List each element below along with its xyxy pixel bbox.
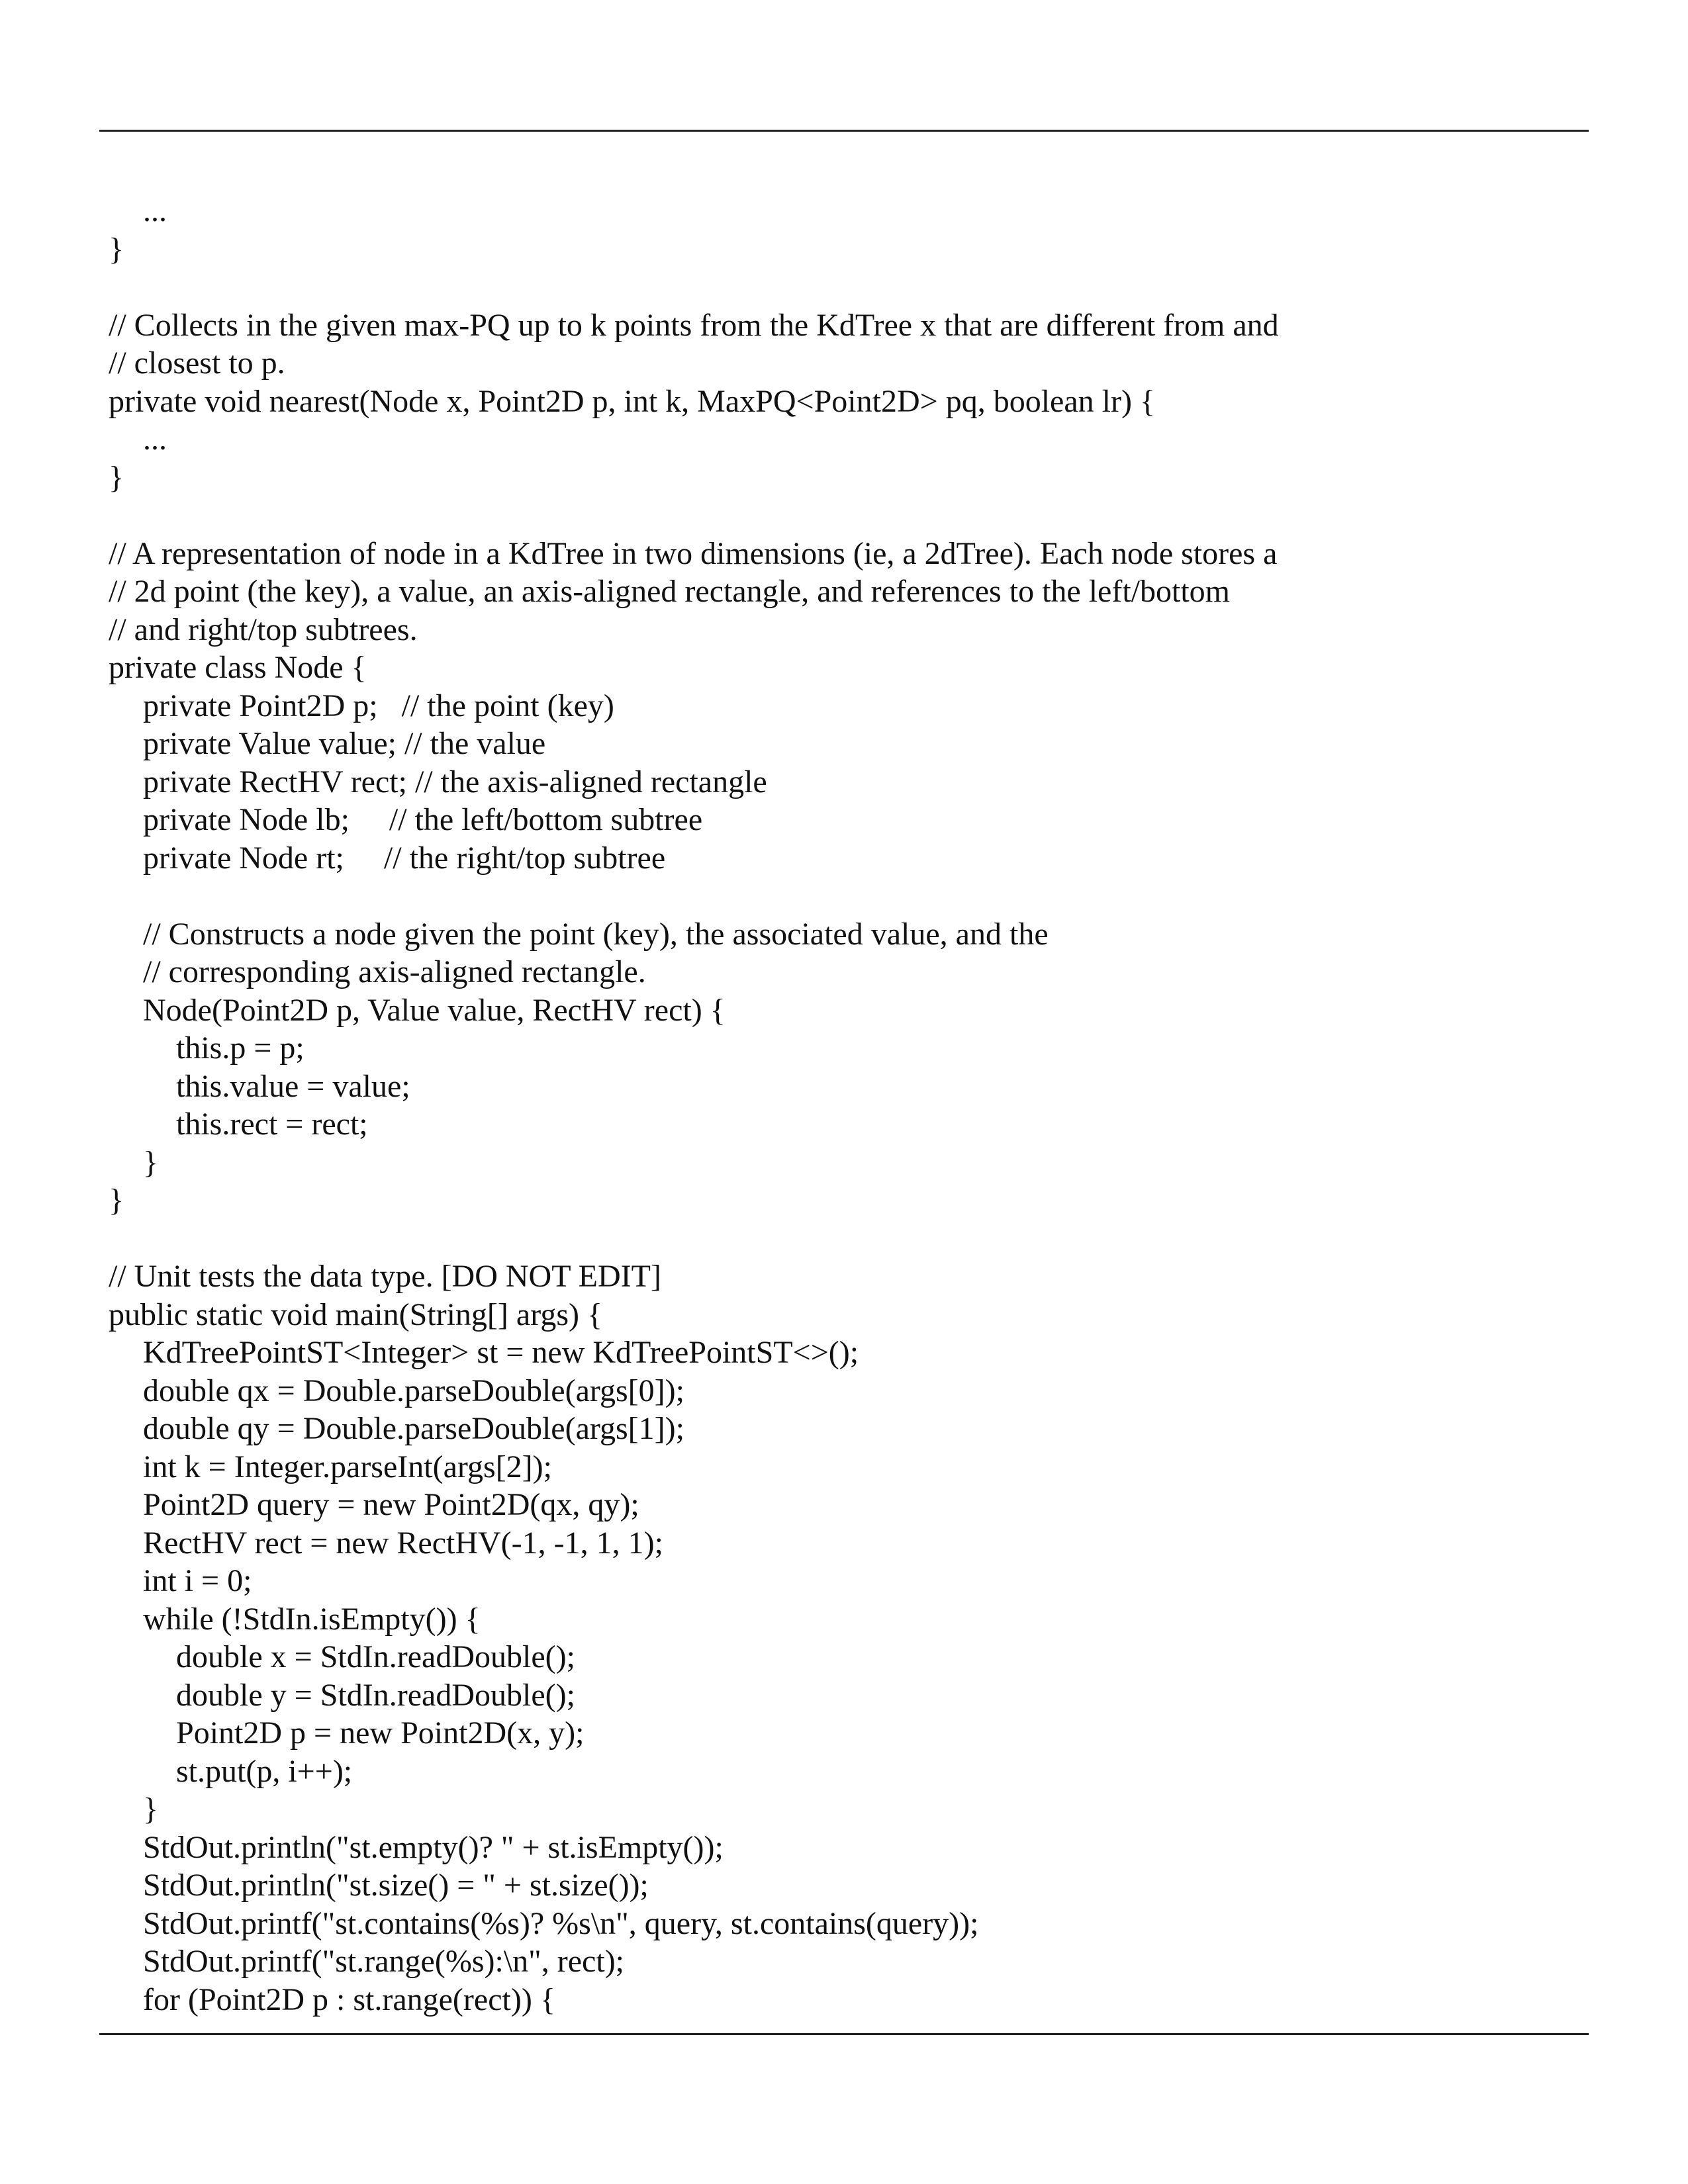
code-line: } [143, 1144, 159, 1180]
top-horizontal-rule [99, 130, 1589, 132]
code-line: int k = Integer.parseInt(args[2]); [143, 1449, 552, 1484]
code-line: this.value = value; [176, 1068, 410, 1104]
code-line: int i = 0; [143, 1563, 252, 1598]
bottom-horizontal-rule [99, 2033, 1589, 2035]
code-line: st.put(p, i++); [176, 1753, 353, 1789]
code-line: private Node rt; // the right/top subtree [143, 840, 666, 876]
code-line: private Point2D p; // the point (key) [143, 688, 614, 723]
code-line: private void nearest(Node x, Point2D p, int k, MaxPQ<Point2D> pq, boolean lr) { [109, 383, 1155, 419]
code-line: this.rect = rect; [176, 1107, 368, 1142]
code-line: ... [143, 193, 167, 228]
code-line: this.p = p; [176, 1030, 305, 1066]
blank-line [109, 1220, 1565, 1258]
code-line: public static void main(String[] args) { [109, 1297, 603, 1332]
code-line: while (!StdIn.isEmpty()) { [143, 1601, 481, 1637]
code-line: // Constructs a node given the point (key), the associated value, and the [143, 916, 1049, 952]
code-line: // A representation of node in a KdTree in two dimensions (ie, a 2dTree). Each node stores a [109, 535, 1278, 571]
code-line: StdOut.printf("st.contains(%s)? %s\n", query, st.contains(query)); [143, 1905, 979, 1941]
code-line: double qy = Double.parseDouble(args[1]); [143, 1411, 684, 1446]
code-line: private class Node { [109, 650, 367, 685]
code-line: } [143, 1792, 159, 1827]
code-line: Node(Point2D p, Value value, RectHV rect) { [143, 992, 726, 1028]
code-line: for (Point2D p : st.range(rect)) { [143, 1981, 555, 2017]
code-line: // corresponding axis-aligned rectangle. [143, 954, 646, 989]
code-line: } [109, 1183, 124, 1218]
code-line: } [109, 459, 124, 495]
code-line: private Value value; // the value [143, 726, 546, 761]
code-line: Point2D p = new Point2D(x, y); [176, 1715, 585, 1751]
code-line: // 2d point (the key), a value, an axis-aligned rectangle, and references to the left/bottom [109, 574, 1231, 609]
code-line: // closest to p. [109, 345, 285, 381]
code-line: double qx = Double.parseDouble(args[0]); [143, 1373, 684, 1408]
code-line: double y = StdIn.readDouble(); [176, 1677, 575, 1713]
code-line: StdOut.println("st.empty()? " + st.isEmpty()); [143, 1829, 724, 1865]
code-line: // Unit tests the data type. [DO NOT EDIT] [109, 1259, 661, 1294]
blank-line [109, 268, 1565, 306]
code-line: // and right/top subtrees. [109, 612, 418, 647]
code-line: } [109, 231, 124, 267]
code-line: double x = StdIn.readDouble(); [176, 1639, 575, 1674]
code-line: StdOut.println("st.size() = " + st.size()); [143, 1868, 649, 1903]
code-line: StdOut.printf("st.range(%s):\n", rect); [143, 1944, 625, 1979]
code-listing [109, 192, 1565, 2019]
code-line: private Node lb; // the left/bottom subtree [143, 802, 703, 837]
blank-line [109, 877, 1565, 915]
blank-line [109, 496, 1565, 535]
code-line: Point2D query = new Point2D(qx, qy); [143, 1487, 639, 1522]
code-line: KdTreePointST<Integer> st = new KdTreePointST<>(); [143, 1335, 859, 1370]
code-line: // Collects in the given max-PQ up to k points from the KdTree x that are different from and [109, 307, 1279, 343]
code-line: private RectHV rect; // the axis-aligned rectangle [143, 764, 767, 799]
code-line: RectHV rect = new RectHV(-1, -1, 1, 1); [143, 1525, 663, 1561]
code-line: ... [143, 422, 167, 457]
